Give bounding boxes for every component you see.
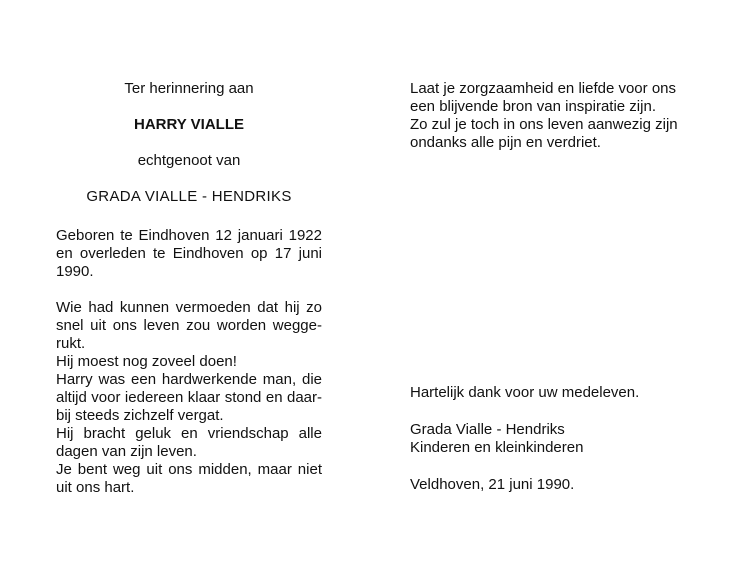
poem-line: Hij bracht geluk en vriendschap alle (56, 425, 322, 442)
spouse-label: echtgenoot van (137, 152, 241, 169)
poem-line: rukt. (56, 335, 86, 352)
poem-line: Je bent weg uit ons midden, maar niet (56, 461, 322, 478)
poem-line: dagen van zijn leven. (56, 443, 197, 460)
birth-death-paragraph (56, 227, 322, 281)
poem-line: bij steeds zichzelf vergat. (56, 407, 224, 424)
verse-line: Laat je zorgzaamheid en liefde voor ons (410, 80, 677, 97)
verse-line: Zo zul je toch in ons leven aanwezig zijn (410, 116, 678, 133)
intro-text: Ter herinnering aan (124, 80, 254, 97)
poem-paragraph (56, 299, 322, 497)
poem-line: altijd voor iedereen klaar stond en daar- (56, 389, 322, 406)
thanks-text: Hartelijk dank voor uw medeleven. (410, 384, 640, 401)
poem-line: Wie had kunnen vermoeden dat hij zo (56, 299, 322, 316)
death-year-line: 1990. (56, 263, 94, 280)
poem-line: uit ons hart. (56, 479, 135, 496)
death-line: en overleden te Eindhoven op 17 juni (56, 245, 322, 262)
verse-line: ondanks alle pijn en verdriet. (410, 134, 601, 151)
signature-family: Kinderen en kleinkinderen (410, 439, 584, 456)
poem-line: Harry was een hardwerkende man, die (56, 371, 322, 388)
right-panel (410, 80, 702, 152)
poem-line: Hij moest nog zoveel doen! (56, 353, 237, 370)
left-panel (56, 80, 322, 497)
verse-line: een blijvende bron van inspiratie zijn. (410, 98, 656, 115)
place-date: Veldhoven, 21 juni 1990. (410, 476, 575, 493)
signature-name: Grada Vialle - Hendriks (410, 421, 565, 438)
birth-line: Geboren te Eindhoven 12 januari 1922 (56, 227, 322, 244)
poem-line: snel uit ons leven zou worden wegge- (56, 317, 322, 334)
spouse-name: GRADA VIALLE - HENDRIKS (86, 188, 292, 205)
deceased-name: HARRY VIALLE (133, 116, 244, 133)
signature-block (410, 421, 710, 457)
